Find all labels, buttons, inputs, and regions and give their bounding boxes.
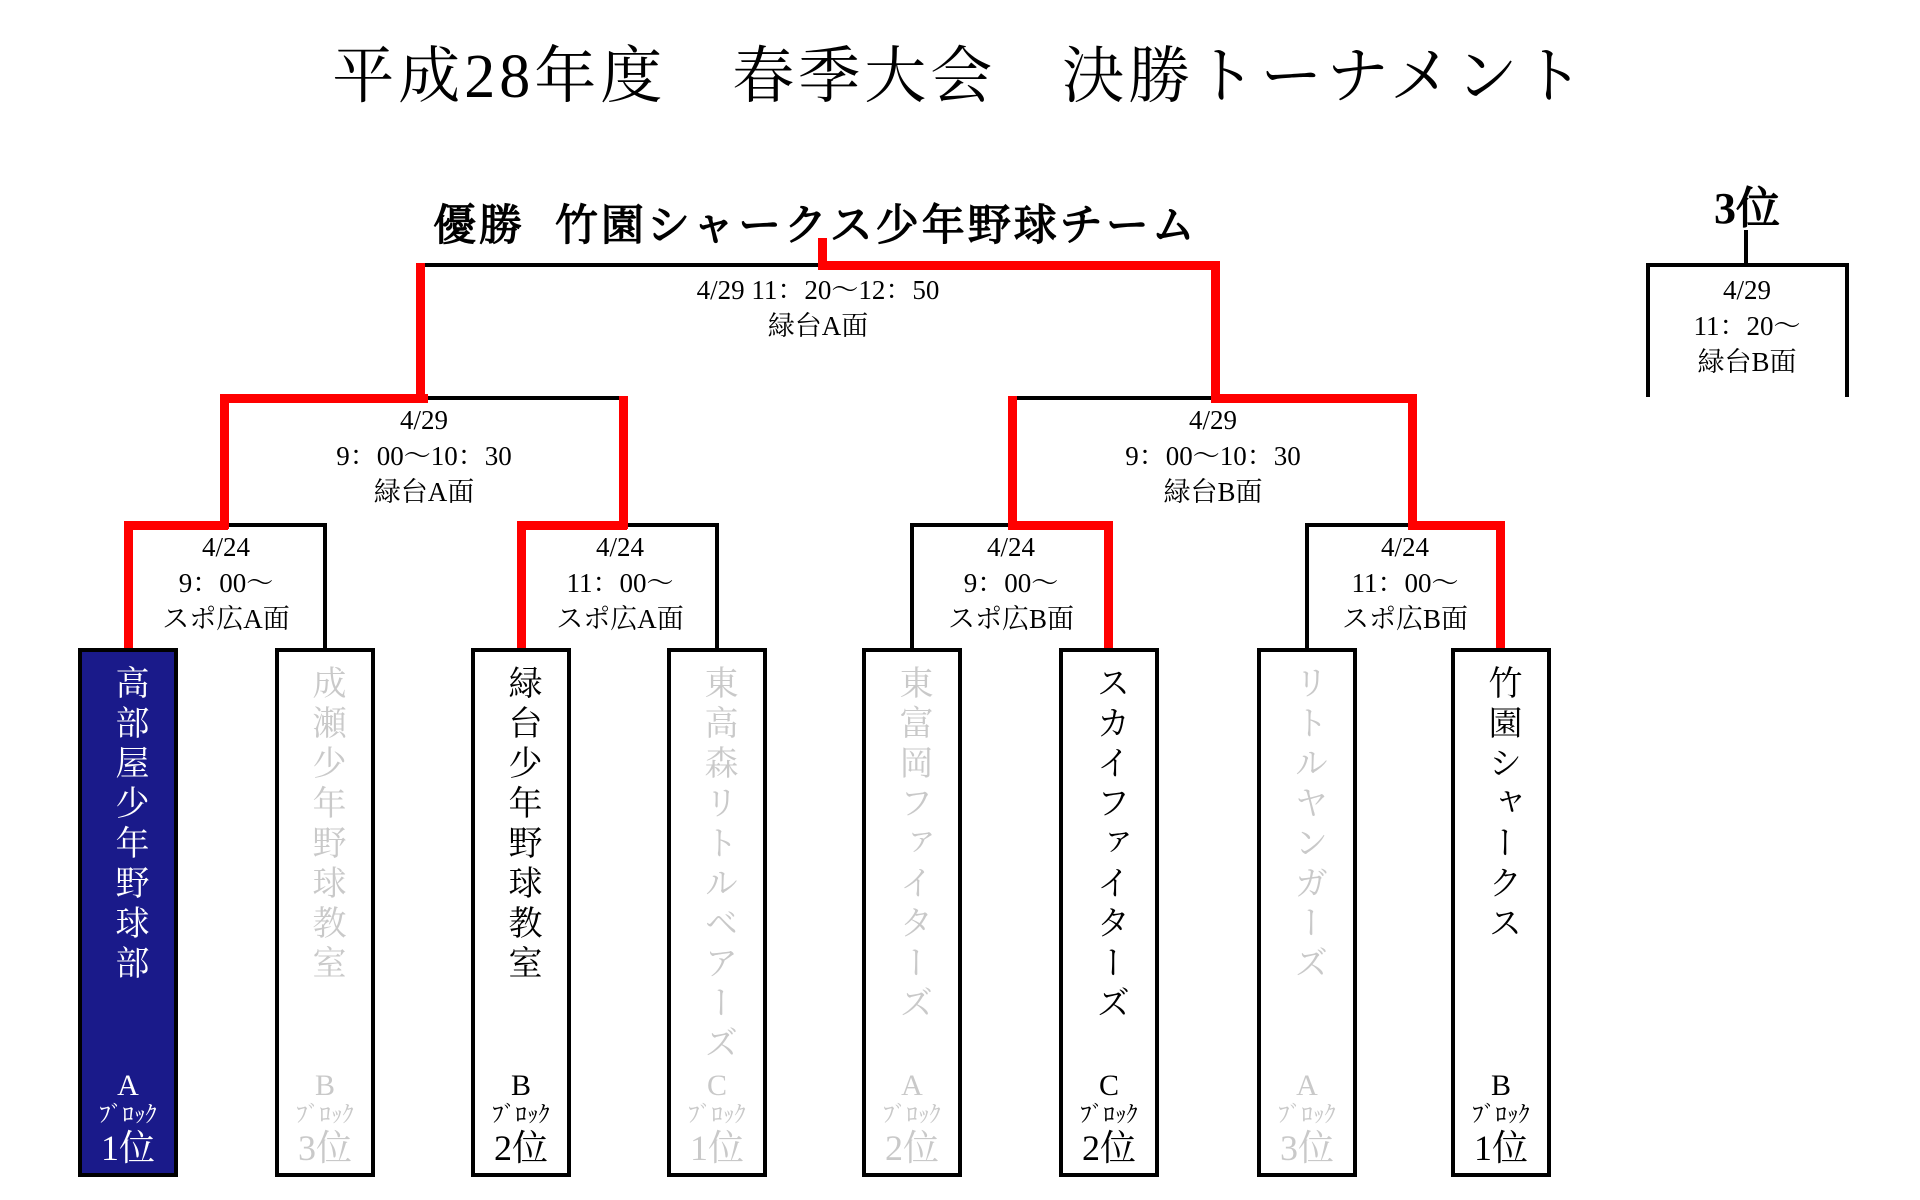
semifinal-right-label bbox=[1125, 402, 1301, 510]
champion-line bbox=[433, 192, 1198, 253]
seed-block-word: ﾌﾞﾛｯｸ bbox=[1278, 1102, 1336, 1127]
champion-label: 優勝 bbox=[433, 203, 525, 250]
team-box-naruse bbox=[275, 648, 375, 1177]
seed-block-letter: B bbox=[510, 1069, 531, 1102]
sf2-left-leg bbox=[1008, 396, 1017, 529]
seed-block-word: ﾌﾞﾛｯｸ bbox=[99, 1102, 157, 1127]
qf1-loser-team-leg bbox=[323, 523, 327, 652]
third-place-venue: 緑台B面 bbox=[1697, 347, 1797, 377]
team-seed bbox=[671, 1069, 763, 1168]
team-name: 竹園シャークス bbox=[1483, 665, 1520, 945]
team-box-takabeya bbox=[78, 648, 178, 1177]
seed-block-word: ﾌﾞﾛｯｸ bbox=[688, 1102, 746, 1127]
qf3-bar-black bbox=[910, 523, 1012, 527]
qf2-date: 4/24 bbox=[595, 532, 644, 562]
qf4-time: 11：00～ bbox=[1351, 568, 1459, 598]
seed-rank: 3位 bbox=[1279, 1128, 1334, 1168]
seed-rank: 3位 bbox=[297, 1128, 352, 1168]
final-match-label bbox=[697, 272, 940, 344]
team-box-little-youngers bbox=[1257, 648, 1357, 1177]
third-place-heading: 3位 bbox=[1714, 184, 1780, 233]
sf1-time: 9：00～10：30 bbox=[336, 441, 512, 471]
sf1-bar-black bbox=[424, 396, 625, 400]
seed-block-letter: C bbox=[1098, 1069, 1119, 1102]
team-seed bbox=[82, 1069, 174, 1168]
seed-block-word: ﾌﾞﾛｯｸ bbox=[1472, 1102, 1530, 1127]
sf1-venue: 緑台A面 bbox=[373, 477, 475, 507]
third-place-time: 11：20～ bbox=[1693, 311, 1801, 341]
seed-block-word: ﾌﾞﾛｯｸ bbox=[296, 1102, 354, 1127]
seed-block-letter: B bbox=[1490, 1069, 1511, 1102]
team-name: 緑台少年野球教室 bbox=[503, 665, 540, 985]
qf3-loser-team-leg bbox=[910, 523, 914, 652]
team-seed bbox=[1063, 1069, 1155, 1168]
sf1-right-leg bbox=[619, 396, 628, 529]
qf3-date: 4/24 bbox=[986, 532, 1036, 562]
qf2-time: 11：00～ bbox=[566, 568, 674, 598]
team-box-sky-fighters bbox=[1059, 648, 1159, 1177]
champion-team-name: 竹園シャークス少年野球チーム bbox=[555, 203, 1198, 250]
qf1-bar-black bbox=[224, 523, 327, 527]
final-right-leg bbox=[1211, 261, 1220, 402]
seed-block-word: ﾌﾞﾛｯｸ bbox=[1080, 1102, 1138, 1127]
semifinal-left-label bbox=[336, 402, 512, 510]
sf1-left-leg bbox=[220, 394, 229, 529]
qf3-venue: スポ広B面 bbox=[947, 604, 1075, 634]
seed-block-letter: A bbox=[117, 1069, 139, 1102]
final-bar-winner-path bbox=[818, 261, 1220, 270]
final-venue: 緑台A面 bbox=[767, 311, 869, 341]
qf3-label bbox=[948, 529, 1074, 637]
seed-rank: 2位 bbox=[884, 1128, 939, 1168]
third-place-date: 4/29 bbox=[1722, 275, 1771, 305]
qf1-winner-team-leg bbox=[124, 521, 133, 652]
third-place-left-leg bbox=[1646, 263, 1650, 397]
third-place-right-leg bbox=[1845, 263, 1849, 397]
team-seed bbox=[866, 1069, 958, 1168]
page-title: 平成28年度 春季大会 決勝トーナメント bbox=[332, 43, 1588, 111]
third-place-bar bbox=[1646, 263, 1849, 267]
team-box-takezono-sharks bbox=[1451, 648, 1551, 1177]
qf1-time: 9：00～ bbox=[178, 568, 274, 598]
seed-block-word: ﾌﾞﾛｯｸ bbox=[492, 1102, 550, 1127]
team-seed bbox=[279, 1069, 371, 1168]
qf4-loser-team-leg bbox=[1305, 523, 1309, 652]
team-name: 成瀬少年野球教室 bbox=[307, 665, 344, 985]
seed-block-letter: C bbox=[706, 1069, 727, 1102]
seed-block-word: ﾌﾞﾛｯｸ bbox=[883, 1102, 941, 1127]
final-left-leg bbox=[416, 263, 425, 402]
sf2-date: 4/29 bbox=[1188, 405, 1237, 435]
qf4-winner-team-leg bbox=[1496, 521, 1505, 652]
seed-rank: 2位 bbox=[1081, 1128, 1136, 1168]
team-name: リトルヤンガーズ bbox=[1289, 665, 1326, 985]
sf2-time: 9：00～10：30 bbox=[1125, 441, 1301, 471]
team-box-higashitakamori bbox=[667, 648, 767, 1177]
seed-rank: 1位 bbox=[100, 1128, 155, 1168]
qf3-winner-team-leg bbox=[1104, 521, 1113, 652]
seed-rank: 1位 bbox=[689, 1128, 744, 1168]
qf3-time: 9：00～ bbox=[963, 568, 1059, 598]
seed-rank: 1位 bbox=[1473, 1128, 1528, 1168]
qf4-venue: スポ広B面 bbox=[1341, 604, 1469, 634]
qf1-label bbox=[162, 529, 290, 637]
qf2-winner-team-leg bbox=[517, 521, 526, 652]
sf2-bar-black bbox=[1010, 396, 1217, 400]
sf2-right-leg bbox=[1408, 394, 1417, 529]
sf2-venue: 緑台B面 bbox=[1163, 477, 1263, 507]
sf1-date: 4/29 bbox=[399, 405, 448, 435]
qf1-venue: スポ広A面 bbox=[162, 604, 290, 634]
qf4-date: 4/24 bbox=[1380, 532, 1430, 562]
qf4-label bbox=[1342, 529, 1468, 637]
seed-block-letter: B bbox=[314, 1069, 335, 1102]
third-place-match-label bbox=[1694, 272, 1801, 380]
team-box-midoridai bbox=[471, 648, 571, 1177]
qf1-date: 4/24 bbox=[201, 532, 250, 562]
team-box-higashitomioka bbox=[862, 648, 962, 1177]
team-name: スカイファイターズ bbox=[1091, 665, 1128, 1025]
team-name: 東富岡ファイターズ bbox=[894, 665, 931, 1025]
qf2-bar-black bbox=[623, 523, 719, 527]
final-bar-black bbox=[416, 263, 824, 267]
qf2-venue: スポ広A面 bbox=[556, 604, 684, 634]
seed-block-letter: A bbox=[901, 1069, 923, 1102]
seed-rank: 2位 bbox=[493, 1128, 548, 1168]
qf4-bar-black bbox=[1305, 523, 1412, 527]
seed-block-letter: A bbox=[1296, 1069, 1318, 1102]
final-date-time: 4/29 11：20～12：50 bbox=[696, 275, 940, 305]
qf2-label bbox=[556, 529, 684, 637]
team-name: 東高森リトルベアーズ bbox=[699, 665, 736, 1065]
team-seed bbox=[1261, 1069, 1353, 1168]
qf2-loser-team-leg bbox=[715, 523, 719, 652]
team-name: 高部屋少年野球部 bbox=[110, 665, 147, 985]
team-seed bbox=[1455, 1069, 1547, 1168]
team-seed bbox=[475, 1069, 567, 1168]
